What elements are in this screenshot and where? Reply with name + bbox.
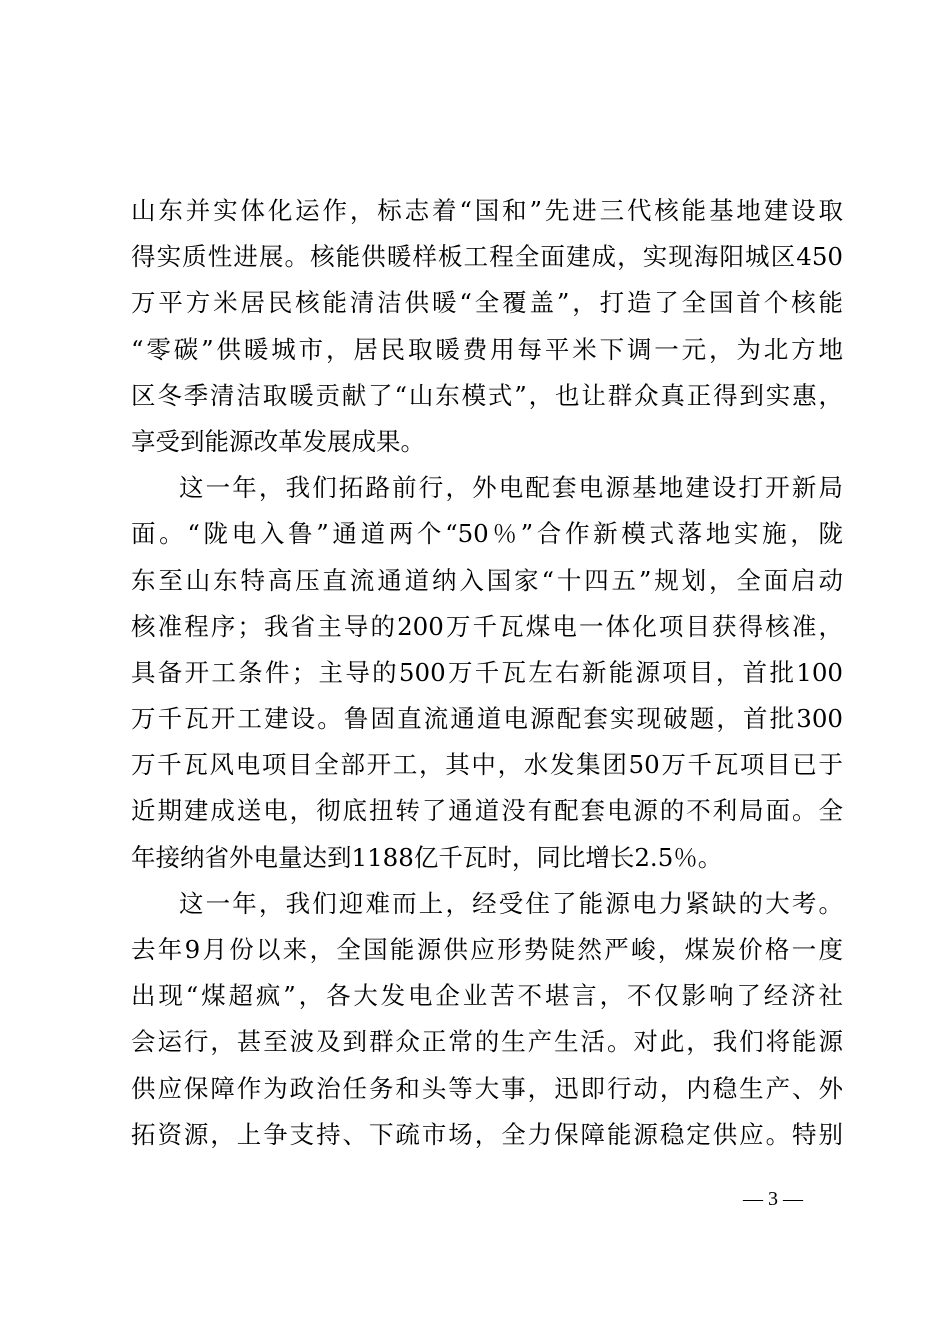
text-line: “零碳”供暖城市，居民取暖费用每平米下调一元，为北方地	[131, 334, 843, 364]
text-line: 万平方米居民核能清洁供暖“全覆盖”，打造了全国首个核能	[131, 288, 843, 318]
text-line: 面。“陇电入鲁”通道两个“50％”合作新模式落地实施，陇	[131, 519, 843, 549]
body-text	[131, 188, 843, 1158]
text-line: 供应保障作为政治任务和头等大事，迅即行动，内稳生产、外	[131, 1073, 843, 1103]
text-line: 山东并实体化运作，标志着“国和”先进三代核能基地建设取	[131, 196, 843, 225]
text-line: 这一年，我们迎难而上，经受住了能源电力紧缺的大考。	[179, 888, 843, 918]
page-number: — 3 —	[743, 1188, 803, 1210]
text-line: 万千瓦开工建设。鲁固直流通道电源配套实现破题，首批300	[131, 704, 843, 734]
text-line: 拓资源，上争支持、下疏市场，全力保障能源稳定供应。特别	[131, 1119, 843, 1149]
text-line: 年接纳省外电量达到1188亿千瓦时，同比增长2.5％。	[131, 842, 723, 872]
paragraph-2	[131, 465, 843, 881]
text-line: 出现“煤超疯”，各大发电企业苦不堪言，不仅影响了经济社	[131, 981, 843, 1011]
text-line: 东至山东特高压直流通道纳入国家“十四五”规划，全面启动	[131, 565, 843, 595]
text-line: 得实质性进展。核能供暖样板工程全面建成，实现海阳城区450	[131, 242, 843, 272]
text-line: 近期建成送电，彻底扭转了通道没有配套电源的不利局面。全	[131, 796, 843, 826]
text-line: 去年9月份以来，全国能源供应形势陡然严峻，煤炭价格一度	[131, 935, 843, 964]
text-line: 这一年，我们拓路前行，外电配套电源基地建设打开新局	[179, 473, 843, 503]
text-line: 万千瓦风电项目全部开工，其中，水发集团50万千瓦项目已于	[131, 750, 843, 780]
text-line: 享受到能源改革发展成果。	[131, 426, 425, 456]
text-line: 核准程序；我省主导的200万千瓦煤电一体化项目获得核准，	[131, 611, 843, 641]
paragraph-1	[131, 188, 843, 465]
text-line: 会运行，甚至波及到群众正常的生产生活。对此，我们将能源	[131, 1027, 843, 1057]
text-line: 具备开工条件；主导的500万千瓦左右新能源项目，首批100	[131, 657, 843, 687]
paragraph-3	[131, 881, 843, 1158]
text-line: 区冬季清洁取暖贡献了“山东模式”，也让群众真正得到实惠，	[131, 380, 843, 410]
